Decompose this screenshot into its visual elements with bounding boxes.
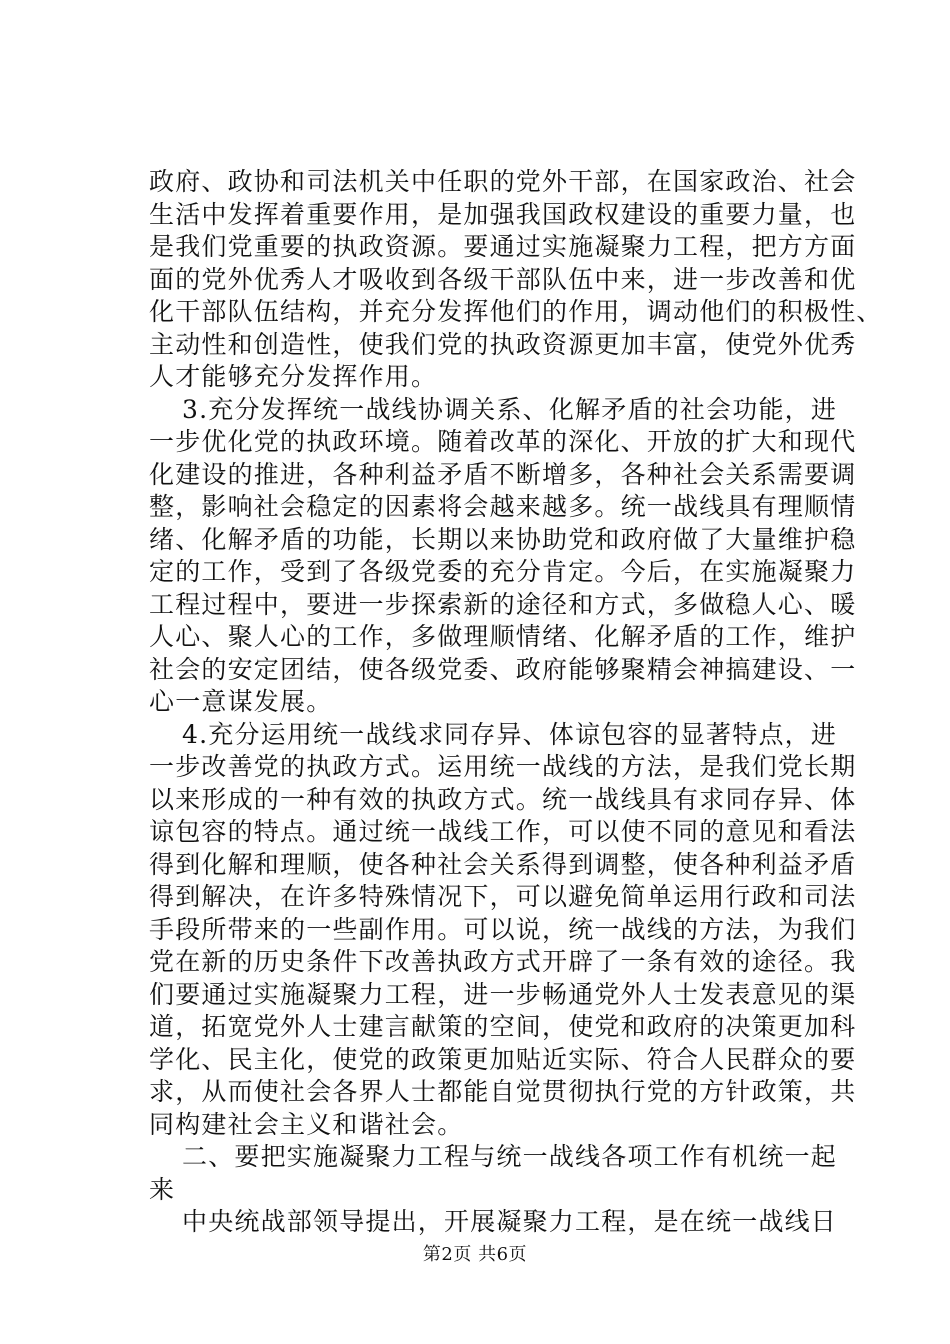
text-line: 化建设的推进，各种利益矛盾不断增多，各种社会关系需要调 xyxy=(149,459,857,489)
text-line: 一步优化党的执政环境。随着改革的深化、开放的扩大和现代 xyxy=(149,427,857,456)
text-line: 道，拓宽党外人士建言献策的空间，使党和政府的决策更加科 xyxy=(149,1012,857,1041)
text-line: 社会的安定团结，使各级党委、政府能够聚精会神搞建设、一 xyxy=(149,654,857,684)
text-line: 工程过程中，要进一步探索新的途径和方式，多做稳人心、暖 xyxy=(149,589,857,619)
text-line: 同构建社会主义和谐社会。 xyxy=(149,1109,464,1139)
text-line: 是我们党重要的执政资源。要通过实施凝聚力工程，把方方面 xyxy=(149,232,857,261)
document-body xyxy=(149,166,883,1239)
text-line: 谅包容的特点。通过统一战线工作，可以使不同的意见和看法 xyxy=(149,817,857,846)
text-line: 手段所带来的一些副作用。可以说，统一战线的方法，为我们 xyxy=(149,914,857,944)
text-line: 人心、聚人心的工作，多做理顺情绪、化解矛盾的工作，维护 xyxy=(149,622,857,651)
text-line: 一步改善党的执政方式。运用统一战线的方法，是我们党长期 xyxy=(149,752,857,781)
text-line: 人才能够充分发挥作用。 xyxy=(149,362,438,391)
text-line: 以来形成的一种有效的执政方式。统一战线具有求同存异、体 xyxy=(149,784,857,814)
text-line: 3.充分发挥统一战线协调关系、化解矛盾的社会功能，进 xyxy=(182,394,838,424)
page-footer: 第2页 共6页 xyxy=(422,1244,528,1265)
text-line: 政府、政协和司法机关中任职的党外干部，在国家政治、社会 xyxy=(149,167,857,196)
text-line: 学化、民主化，使党的政策更加贴近实际、符合人民群众的要 xyxy=(149,1044,857,1074)
text-line: 生活中发挥着重要作用，是加强我国政权建设的重要力量，也 xyxy=(149,199,857,229)
text-line: 求，从而使社会各界人士都能自觉贯彻执行党的方针政策，共 xyxy=(149,1077,857,1106)
text-line: 来 xyxy=(149,1174,176,1204)
text-line: 面的党外优秀人才吸收到各级干部队伍中来，进一步改善和优 xyxy=(149,264,857,294)
text-line: 党在新的历史条件下改善执政方式开辟了一条有效的途径。我 xyxy=(149,947,857,976)
text-line: 化干部队伍结构，并充分发挥他们的作用，调动他们的积极性、 xyxy=(149,297,883,326)
text-line: 主动性和创造性，使我们党的执政资源更加丰富，使党外优秀 xyxy=(149,329,857,359)
text-line: 定的工作，受到了各级党委的充分肯定。今后，在实施凝聚力 xyxy=(149,557,857,586)
text-line: 二、要把实施凝聚力工程与统一战线各项工作有机统一起 xyxy=(182,1142,838,1171)
text-line: 中央统战部领导提出，开展凝聚力工程，是在统一战线日 xyxy=(182,1207,838,1236)
text-line: 们要通过实施凝聚力工程，进一步畅通党外人士发表意见的渠 xyxy=(149,979,857,1009)
text-line: 绪、化解矛盾的功能，长期以来协助党和政府做了大量维护稳 xyxy=(149,524,857,554)
text-line: 心一意谋发展。 xyxy=(149,687,333,716)
text-line: 得到解决，在许多特殊情况下，可以避免简单运用行政和司法 xyxy=(149,882,857,911)
text-line: 整，影响社会稳定的因素将会越来越多。统一战线具有理顺情 xyxy=(149,492,857,521)
text-line: 4.充分运用统一战线求同存异、体谅包容的显著特点，进 xyxy=(182,719,838,749)
text-line: 得到化解和理顺，使各种社会关系得到调整，使各种利益矛盾 xyxy=(149,849,857,879)
